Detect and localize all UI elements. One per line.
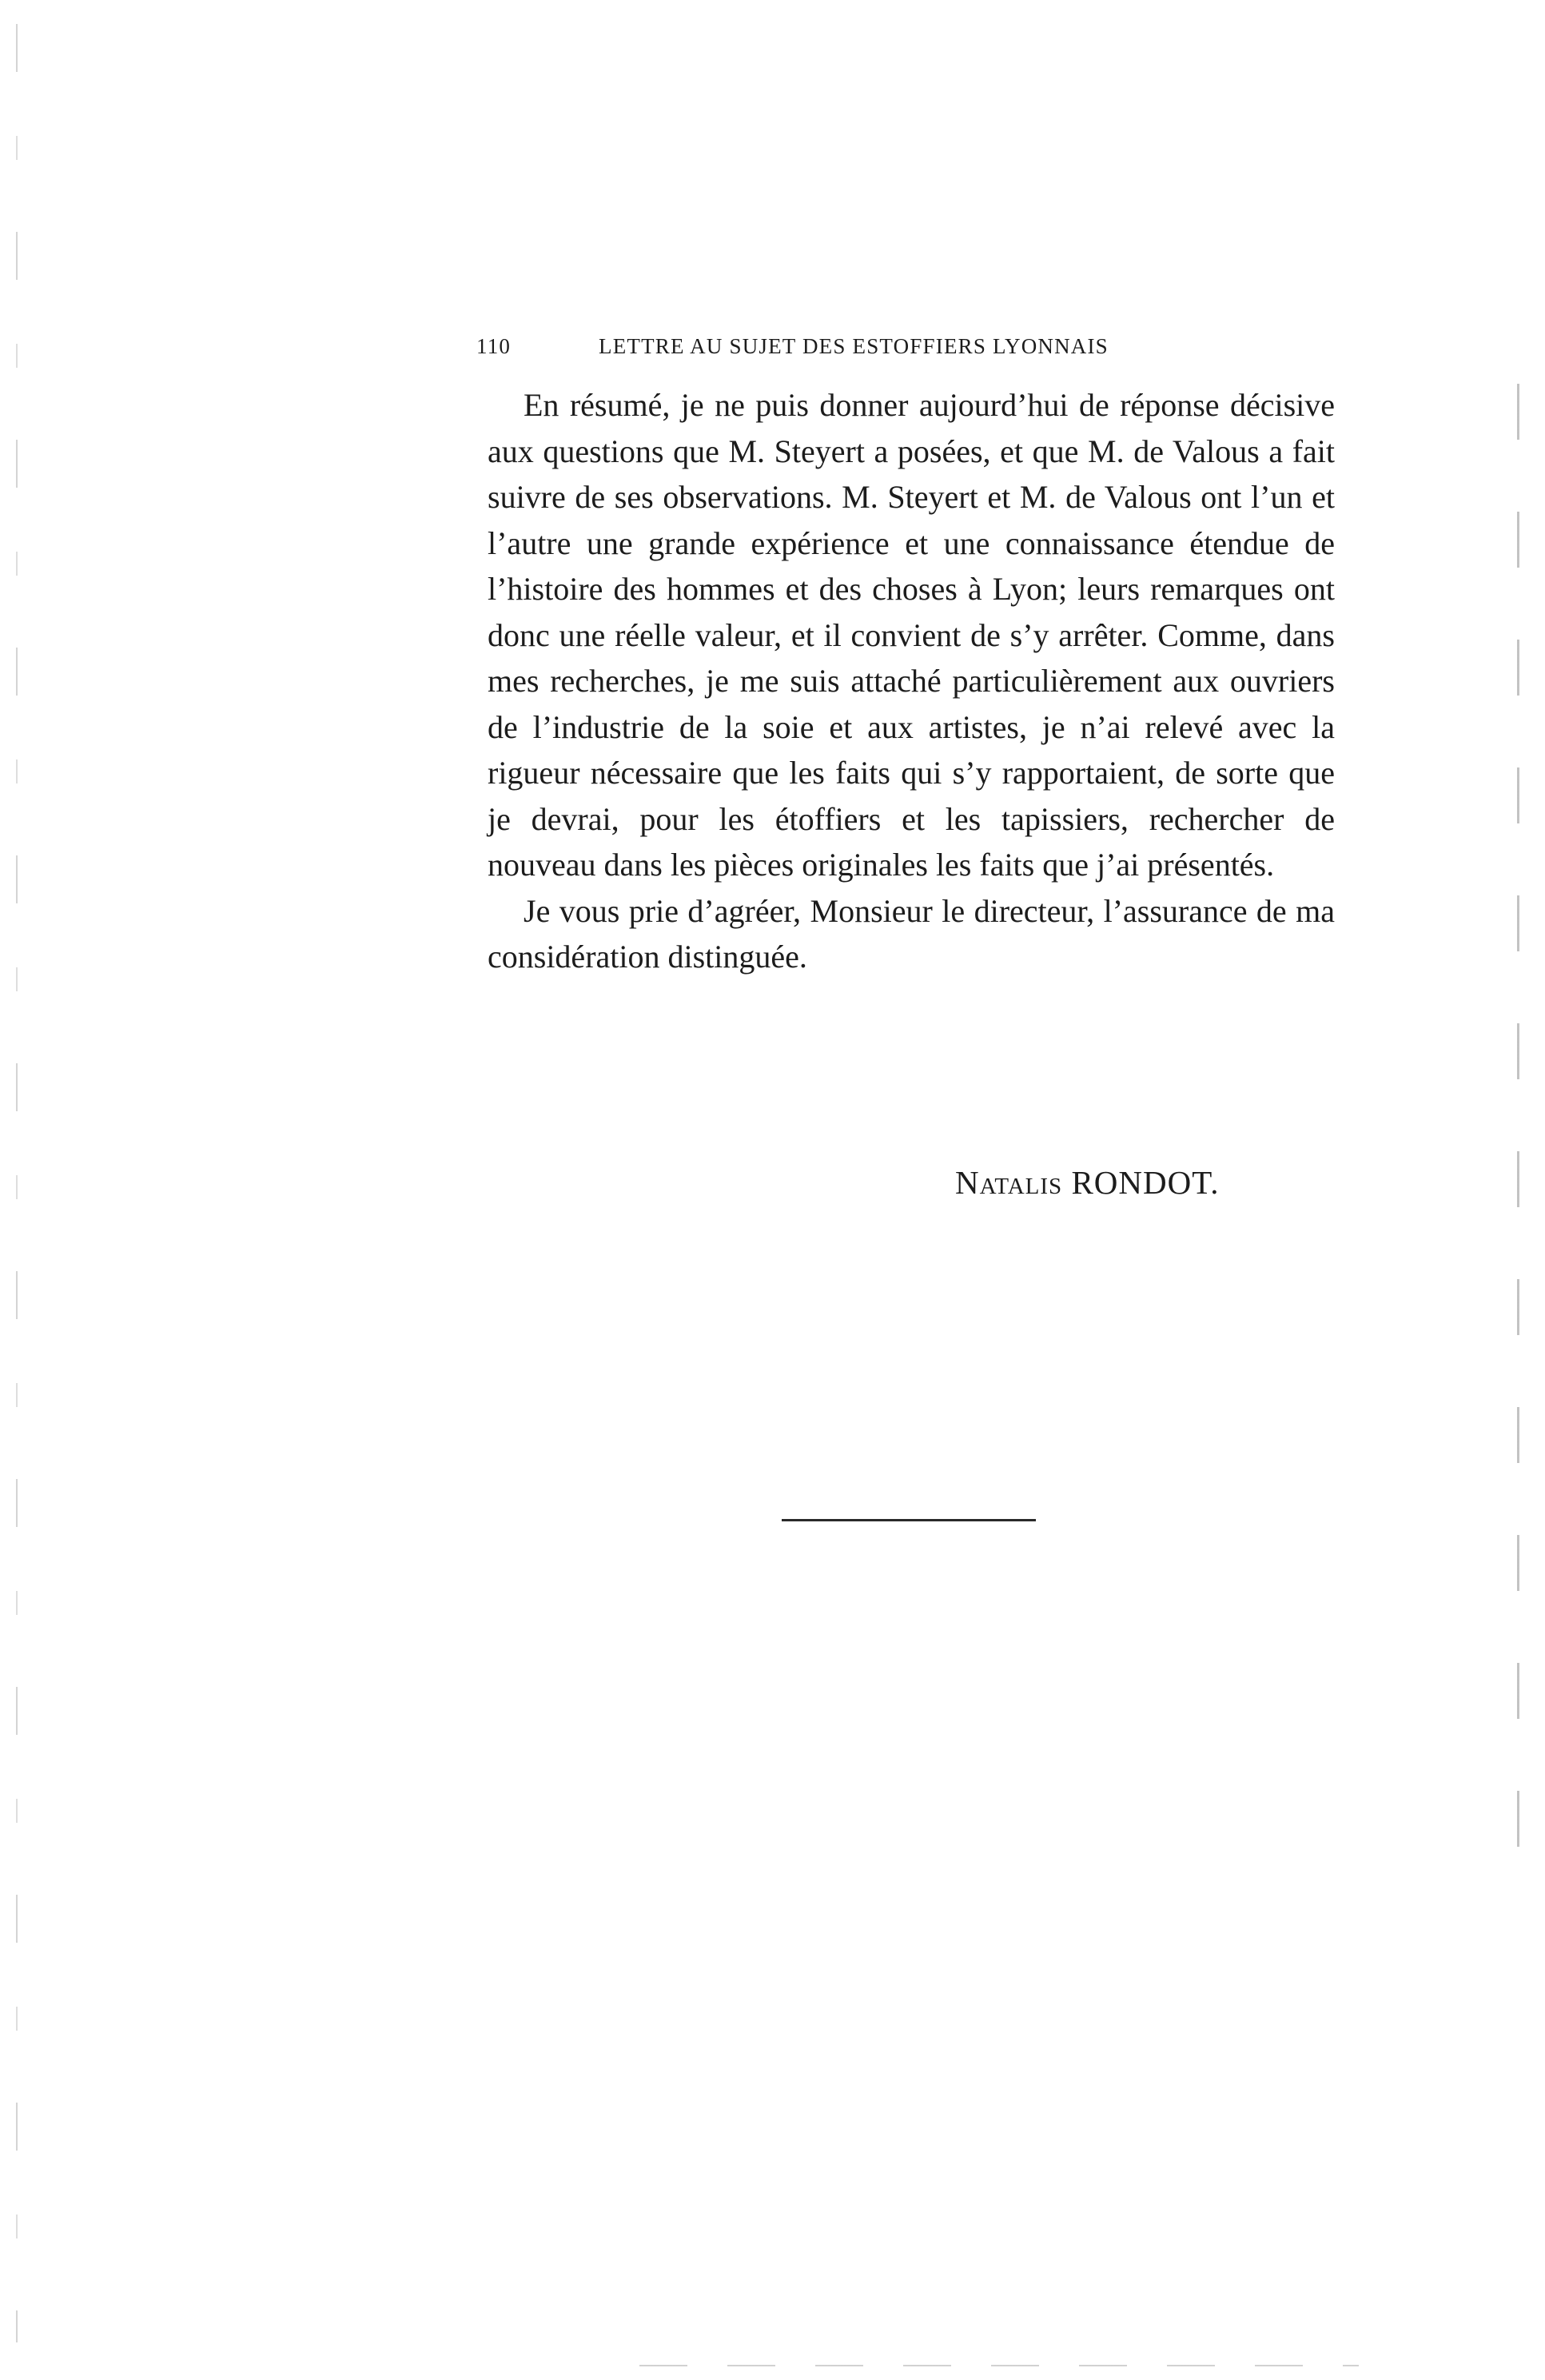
signature-first-name: Natalis: [955, 1164, 1063, 1201]
page-number: 110: [476, 334, 512, 358]
paragraph-closing: Je vous prie d’agréer, Monsieur le directeur, l’assurance de ma considération distinguée.: [488, 892, 1335, 975]
body-text: [488, 382, 1335, 980]
section-divider: [782, 1519, 1036, 1521]
scan-artifact-right-edge: [1517, 384, 1519, 1855]
running-title: LETTRE AU SUJET DES ESTOFFIERS LYONNAIS: [599, 334, 1109, 358]
signature-last-name: RONDOT.: [1071, 1164, 1220, 1201]
scan-artifact-left-edge: [16, 24, 18, 2342]
scan-artifact-bottom-edge: [639, 2365, 1359, 2366]
running-header: [476, 334, 1284, 366]
paragraph-summary: En résumé, je ne puis donner aujourd’hui de réponse décisive aux questions que M. Steyert a posées, et que M. de Valous a fait suivre de ses observations. M. Steyert et M. de Valous ont l’un et l’autre une grande expérience et une connaissance étendue de l’histoire des hommes et des choses à Lyon; leurs remarques ont donc une réelle valeur, et il convient de s’y arrêter. Comme, dans mes recherches, je me suis attaché particulièrement aux ouvriers de l’industrie de la soie et aux artistes, je n’ai relevé avec la rigueur nécessaire que les faits qui s’y rapportaient, de sorte que je devrai, pour les étoffiers et les tapissiers, rechercher de nouveau dans les pièces originales les faits que j’ai présentés.: [488, 387, 1335, 883]
signature: [955, 1163, 1219, 1202]
